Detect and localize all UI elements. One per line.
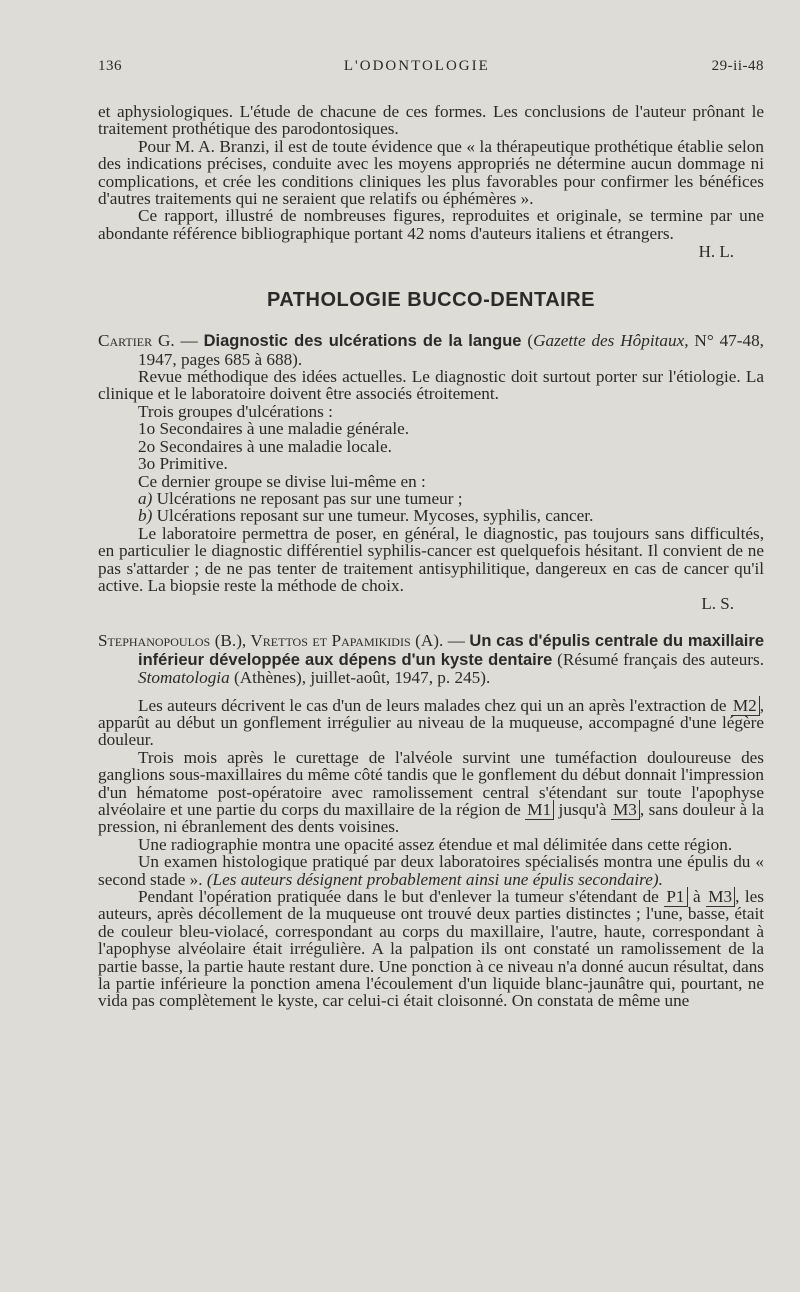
entry2-journal: Stomatologia bbox=[138, 668, 230, 688]
intro-paragraph-1: et aphysiologiques. L'étude de chacune de ces formes. Les conclusions de l'auteur prônant le traitement prothétique des parodontosiques. bbox=[98, 102, 764, 139]
text-run: jusqu'à bbox=[554, 800, 611, 819]
tooth-notation: M2 bbox=[731, 696, 760, 716]
tooth-notation: M3 bbox=[611, 800, 640, 820]
entry1-sub-item bbox=[98, 490, 764, 507]
entry2-paragraph-3: Une radiographie montra une opacité assez étendue et mal délimitée dans cette région. bbox=[138, 834, 733, 854]
entry1-author: Cartier G. bbox=[98, 331, 175, 351]
entry2-ref-rest: (Athènes), juillet-août, 1947, p. 245). bbox=[229, 668, 491, 688]
text-run: à bbox=[687, 887, 707, 907]
intro-signature: H. L. bbox=[698, 242, 734, 262]
entry1-list-item: 3o Primitive. bbox=[138, 454, 228, 474]
text-run: Pendant l'opération pratiquée dans le but d'enlever la tumeur s'étendant de bbox=[138, 887, 665, 907]
intro-paragraph-2: Pour M. A. Branzi, il est de toute évidence que « la thérapeutique prothétique établie selon des indications précises, conduite avec les moyens appropriés ne détermine aucun dommage ni complications, et crée les conditions cliniques les plus favorables pour confirmer les bénéfices d'autres traitements qui ne seraient que relatifs ou éphémères ». bbox=[98, 136, 764, 209]
section-title: PATHOLOGIE BUCCO-DENTAIRE bbox=[266, 289, 596, 312]
tooth-notation: M1 bbox=[525, 800, 554, 820]
entry1-list-intro: Trois groupes d'ulcérations : bbox=[138, 401, 333, 421]
entry1-journal: Gazette des Hôpitaux, bbox=[533, 331, 689, 351]
entry2-dash: — bbox=[443, 631, 470, 651]
editor-note: (Les auteurs désignent probablement ainsi une épulis secondaire). bbox=[206, 869, 663, 889]
sub-item-marker: a) bbox=[138, 488, 153, 508]
text-run: , apparût au début un gonflement irrégulier au niveau de la muqueuse, accompagné d'une légère douleur. bbox=[98, 695, 764, 750]
entry2-ref-open: (Résumé français des auteurs. bbox=[552, 649, 764, 669]
entry1-ref-open: ( bbox=[521, 331, 534, 351]
entry1-ref-rest: N° 47-48, 1947, pages 685 à 688). bbox=[138, 331, 764, 369]
entry1-paragraph-2: Le laboratoire permettra de poser, en général, le diagnostic, pas toujours sans difficultés, en particulier le diagnostic différentiel syphilis-cancer est quelquefois hésitant. Il convient de ne pas s'attarder ; de ne pas tenter de traitement antisyphilitique, dangereux en cas de cancer qu'il active. La biopsie reste la méthode de choix. bbox=[98, 523, 764, 595]
text-run: , les auteurs, après décollement de la muqueuse ont trouvé deux parties distinctes ; l'une, basse, était de couleur bleu-violacé, correspondant au corps du maxillaire, l'autre, haute, correspondant à l'apophyse alvéolaire était irrégulière. A la palpation ils ont constaté un ramolissement de la partie basse, la partie haute restant dure. Une ponction à ce niveau n'a donné aucun résultat, dans la partie inférieure la ponction amena l'écoulement d'un liquide blanc-jaunâtre qui, pourtant, ne vida pas complètement le kyste, car celui-ci était cloisonné. On constata de même une bbox=[98, 887, 764, 1011]
entry1-sub-intro: Ce dernier groupe se divise lui-même en : bbox=[138, 471, 426, 491]
entry1-paragraph-1: Revue méthodique des idées actuelles. Le diagnostic doit surtout porter sur l'étiologie. La clinique et le laboratoire doivent être associés étroitement. bbox=[98, 367, 764, 404]
entry2-paragraph-4 bbox=[98, 853, 764, 888]
entry1-dash: — bbox=[174, 331, 204, 351]
entry1-signature-line bbox=[98, 594, 764, 614]
issue-date: 29-ii-48 bbox=[711, 58, 764, 74]
journal-title: L'ODONTOLOGIE bbox=[343, 58, 490, 74]
entry2-authors: Stephanopoulos (B.), Vrettos et Papamikidis (A). bbox=[98, 631, 444, 651]
entry2-paragraph-1 bbox=[98, 697, 764, 749]
tooth-notation: P1 bbox=[664, 887, 687, 907]
text-run: , sans douleur à la pression, ni ébranlement des dents voisines. bbox=[98, 800, 764, 837]
text-run: Les auteurs décrivent le cas d'un de leurs malades chez qui un an après l'extraction de bbox=[138, 695, 731, 715]
entry1-list-item: 1o Secondaires à une maladie générale. bbox=[138, 419, 410, 439]
text-run: Un examen histologique pratiqué par deux laboratoires spécialisés montra une épulis du « second stade ». bbox=[98, 852, 764, 889]
entry1-signature: L. S. bbox=[701, 594, 734, 614]
intro-signature-line bbox=[98, 242, 764, 262]
entry1-sub-item bbox=[98, 507, 764, 524]
entry2-paragraph-5 bbox=[98, 888, 764, 1010]
intro-paragraph-3 bbox=[98, 207, 764, 242]
entry1-list-item: 2o Secondaires à une maladie locale. bbox=[138, 436, 392, 456]
entry2-title: Un cas d'épulis centrale du maxillaire inférieur développée aux dépens d'un kyste dentaire bbox=[138, 632, 764, 669]
running-header bbox=[98, 58, 764, 75]
entry1-title: Diagnostic des ulcérations de la langue bbox=[203, 332, 522, 351]
intro-paragraph-3-text: Ce rapport, illustré de nombreuses figures, reproduites et originale, se termine par une abondante référence bibliographique portant 42 noms d'auteurs italiens et étrangers. bbox=[98, 206, 764, 243]
sub-item-text: Ulcérations ne reposant pas sur une tumeur ; bbox=[152, 488, 463, 508]
tooth-notation: M3 bbox=[706, 887, 735, 907]
page-number: 136 bbox=[98, 58, 122, 74]
entry2-heading bbox=[98, 632, 764, 686]
sub-item-marker: b) bbox=[138, 506, 153, 526]
entry1-heading bbox=[98, 332, 764, 368]
sub-item-text: Ulcérations reposant sur une tumeur. Mycoses, syphilis, cancer. bbox=[152, 506, 594, 526]
entry2-paragraph-2 bbox=[98, 749, 764, 836]
text-run: Trois mois après le curettage de l'alvéole survint une tuméfaction douloureuse des ganglions sous-maxillaires du même côté tandis que le gonflement du début donnait l'impression d'un hématome post-opératoire avec ramolissement central s'étendant sur toute l'apophyse alvéolaire et une partie du corps du maxillaire de la région de bbox=[98, 747, 764, 819]
